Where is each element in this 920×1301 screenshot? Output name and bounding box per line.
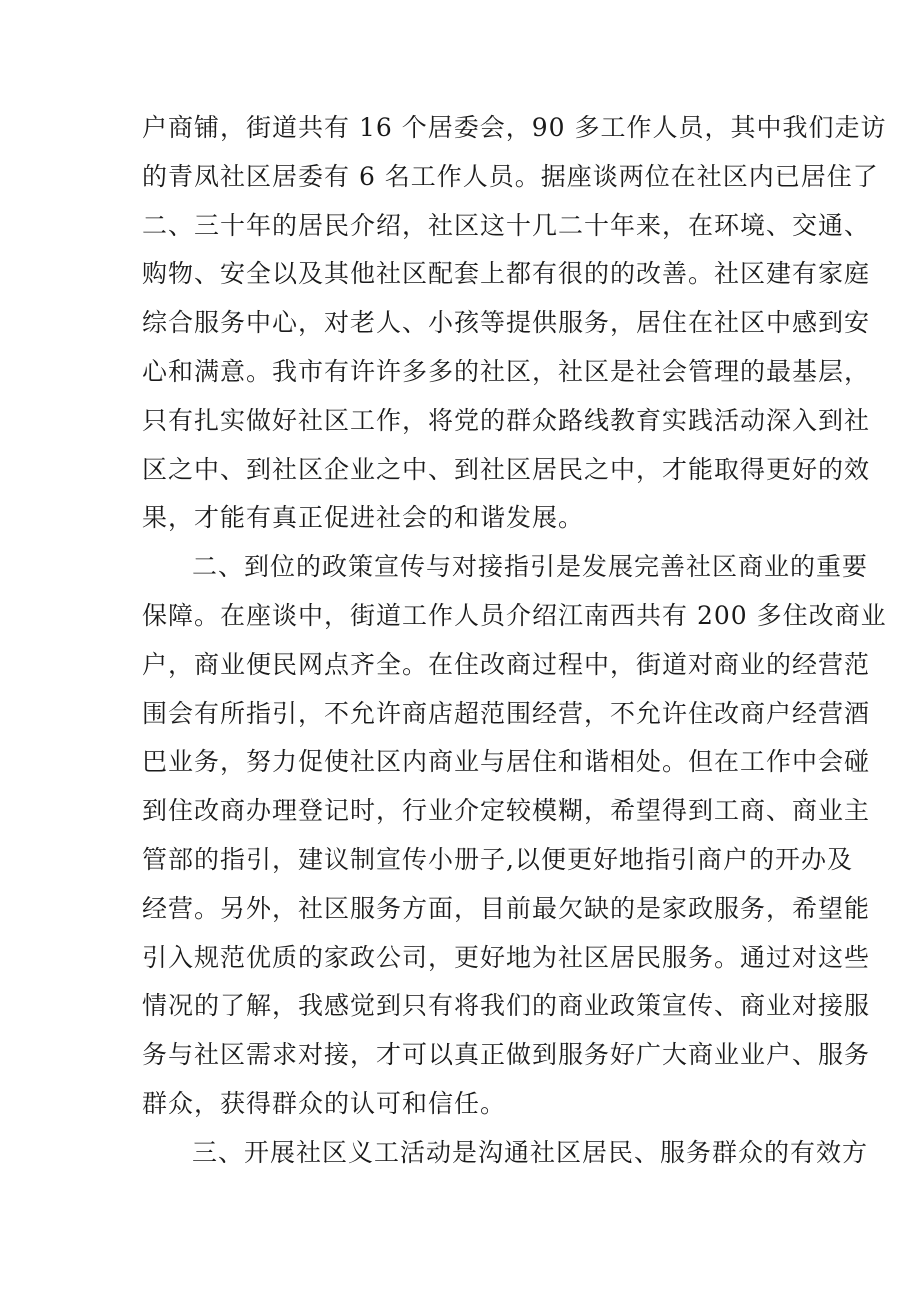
- text-line: 引入规范优质的家政公司，更好地为社区居民服务。通过对这些: [142, 942, 871, 972]
- text-line: 巴业务，努力促使社区内商业与居住和谐相处。但在工作中会碰: [142, 747, 871, 777]
- document-body: [142, 104, 887, 1178]
- text-line: 务与社区需求对接，才可以真正做到服务好广大商业业户、服务: [142, 1040, 871, 1070]
- text-line: 到住改商办理登记时，行业介定较模糊，希望得到工商、商业主: [142, 796, 871, 826]
- text-line: 只有扎实做好社区工作，将党的群众路线教育实践活动深入到社: [142, 405, 871, 435]
- section-heading-line: 二、到位的政策宣传与对接指引是发展完善社区商业的重要: [192, 552, 869, 582]
- text-line: 心和满意。我市有许许多多的社区，社区是社会管理的最基层，: [142, 356, 871, 386]
- text-line: 的青凤社区居委有 6 名工作人员。据座谈两位在社区内已居住了: [142, 161, 879, 191]
- text-line: 区之中、到社区企业之中、到社区居民之中，才能取得更好的效: [142, 454, 871, 484]
- text-line: 围会有所指引，不允许商店超范围经营，不允许住改商户经营酒: [142, 698, 871, 728]
- text-line: 群众，获得群众的认可和信任。: [142, 1088, 507, 1118]
- text-line: 管部的指引，建议制宣传小册子,以便更好地指引商户的开办及: [142, 844, 853, 874]
- text-line: 保障。在座谈中，街道工作人员介绍江南西共有 200 多住改商业: [142, 600, 887, 630]
- text-line: 户商铺，街道共有 16 个居委会，90 多工作人员，其中我们走访: [142, 113, 887, 142]
- section-heading-line: 三、开展社区义工活动是沟通社区居民、服务群众的有效方: [192, 1137, 869, 1167]
- text-line: 果，才能有真正促进社会的和谐发展。: [142, 503, 585, 533]
- text-line: 综合服务中心，对老人、小孩等提供服务，居住在社区中感到安: [142, 308, 871, 338]
- text-line: 户，商业便民网点齐全。在住改商过程中，街道对商业的经营范: [142, 649, 871, 679]
- text-line: 经营。另外，社区服务方面，目前最欠缺的是家政服务，希望能: [142, 893, 871, 923]
- text-line: 情况的了解，我感觉到只有将我们的商业政策宣传、商业对接服: [142, 991, 871, 1021]
- text-line: 二、三十年的居民介绍，社区这十几二十年来，在环境、交通、: [142, 210, 871, 240]
- text-line: 购物、安全以及其他社区配套上都有很的的改善。社区建有家庭: [142, 259, 871, 289]
